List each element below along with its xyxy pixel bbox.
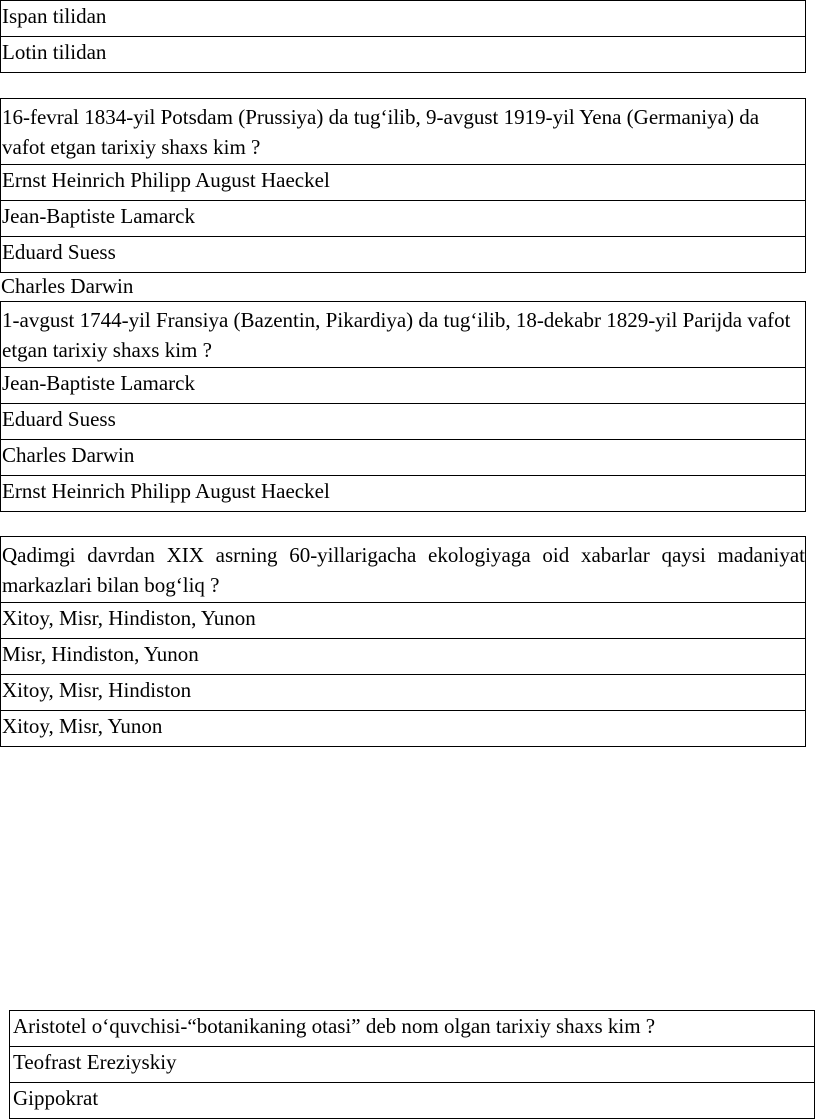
question-block-4 <box>9 1010 815 1119</box>
question-block-2 <box>0 301 806 512</box>
option-cell: Jean-Baptiste Lamarck <box>1 201 806 237</box>
option-cell: Xitoy, Misr, Yunon <box>1 711 806 747</box>
option-cell: Lotin tilidan <box>1 37 806 73</box>
question-text: 16-fevral 1834-yil Potsdam (Prussiya) da tug‘ilib, 9-avgust 1919-yil Yena (Germaniya) da vafot etgan tarixiy shaxs kim ? <box>1 99 806 165</box>
option-cell: Eduard Suess <box>1 404 806 440</box>
question-text: Qadimgi davrdan XIX asrning 60-yillarigacha ekologiyaga oid xabarlar qaysi madaniyat markazlari bilan bog‘liq ? <box>1 537 806 603</box>
option-cell: Charles Darwin <box>1 440 806 476</box>
question-block-1 <box>0 98 806 273</box>
option-cell: Ernst Heinrich Philipp August Haeckel <box>1 165 806 201</box>
option-text-unboxed: Charles Darwin <box>1 274 134 298</box>
option-cell: Ispan tilidan <box>1 1 806 37</box>
option-cell: Ernst Heinrich Philipp August Haeckel <box>1 476 806 512</box>
question-block-3 <box>0 536 806 747</box>
option-cell: Xitoy, Misr, Hindiston, Yunon <box>1 603 806 639</box>
option-cell: Teofrast Ereziyskiy <box>10 1047 815 1083</box>
option-cell: Gippokrat <box>10 1083 815 1119</box>
option-cell: Eduard Suess <box>1 237 806 273</box>
option-cell: Jean-Baptiste Lamarck <box>1 368 806 404</box>
question-text: Aristotel o‘quvchisi-“botanikaning otasi” deb nom olgan tarixiy shaxs kim ? <box>10 1011 815 1047</box>
option-cell: Xitoy, Misr, Hindiston <box>1 675 806 711</box>
question-text: 1-avgust 1744-yil Fransiya (Bazentin, Pikardiya) da tug‘ilib, 18-dekabr 1829-yil Parijda vafot etgan tarixiy shaxs kim ? <box>1 302 806 368</box>
question-block-0 <box>0 0 806 73</box>
option-cell: Misr, Hindiston, Yunon <box>1 639 806 675</box>
